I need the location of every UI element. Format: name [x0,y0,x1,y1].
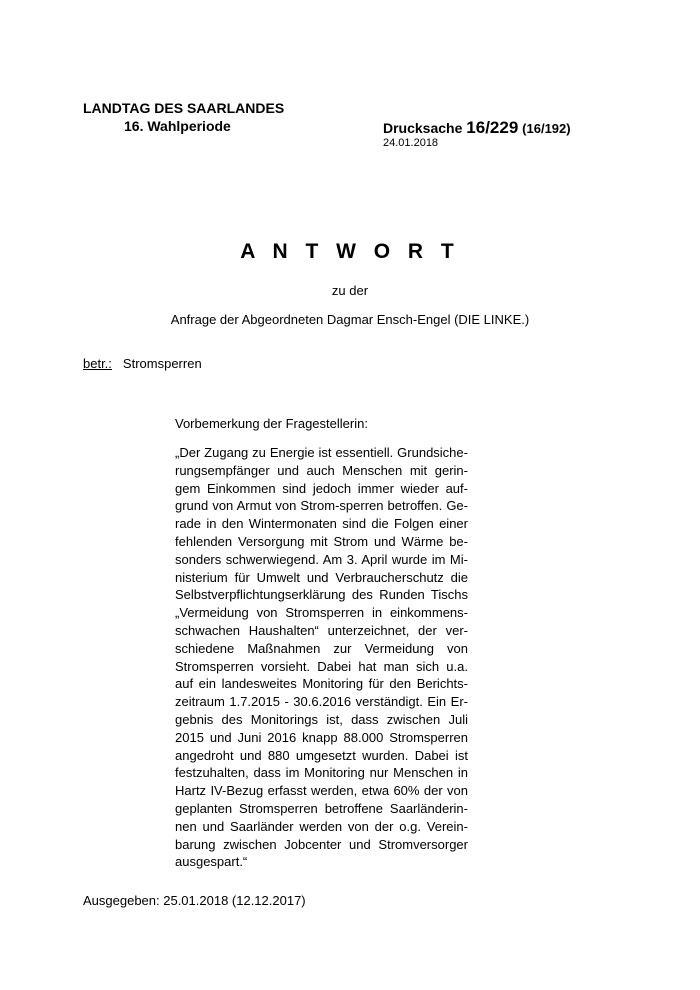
drucksache-label: Drucksache [383,120,463,136]
subject-label: betr.: [83,356,112,371]
subject-line [83,356,202,371]
zu-der-line: zu der [331,283,369,298]
issued-date: Ausgegeben: 25.01.2018 (12.12.2017) [83,893,306,908]
preliminary-remark-text: „Der Zugang zu Energie ist essentiell. Grundsicherungsempfänger und auch Menschen mit geringem Einkommen sind jedoch immer wieder aufgrund von Armut von Strom-sperren betroffen. Gerade in den Wintermonaten sind die Folgen einer fehlenden Versorgung mit Strom und Wärme besonders schwerwiegend. Am 3. April wurde im Ministerium für Umwelt und Verbraucherschutz die Selbstverpflichtungserklärung des Runden Tischs „Vermeidung von Stromsperren in einkommensschwachen Haushalten“ unterzeichnet, der verschiedene Maßnahmen zur Vermeidung von Stromsperren vorsieht. Dabei hat man sich u.a. auf ein landesweites Monitoring für den Berichtszeitraum 1.7.2015 - 30.6.2016 verständigt. Ein Ergebnis des Monitorings ist, dass zwischen Juli 2015 und Juni 2016 knapp 88.000 Stromsperren angedroht und 880 umgesetzt wurden. Dabei ist festzuhalten, dass im Monitoring nur Menschen in Hartz IV-Bezug erfasst werden, etwa 60% der von geplanten Stromsperren betroffene Saarländerinnen und Saarländer werden von der o.g. Vereinbarung zwischen Jobcenter und Stromversorger ausgespart.“ [175,445,468,870]
inquiry-line: Anfrage der Abgeordneten Dagmar Ensch-Engel (DIE LINKE.) [170,312,530,327]
preliminary-remark-heading: Vorbemerkung der Fragestellerin: [175,416,368,431]
electoral-period: 16. Wahlperiode [124,118,231,134]
document-title: A N T W O R T [240,240,460,263]
document-date: 24.01.2018 [383,137,439,149]
document-number [383,118,571,138]
drucksache-reference: (16/192) [522,121,571,136]
parliament-name: LANDTAG DES SAARLANDES [83,100,285,116]
subject-text: Stromsperren [122,356,202,371]
drucksache-number: 16/229 [466,118,519,137]
